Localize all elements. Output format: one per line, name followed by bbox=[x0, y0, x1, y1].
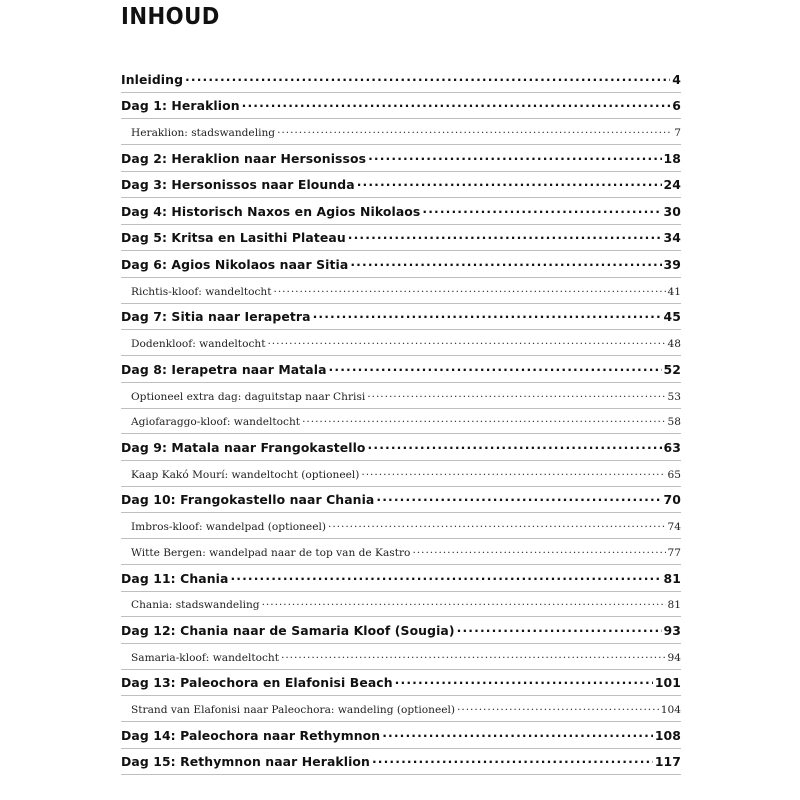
toc-entry-line bbox=[121, 754, 681, 769]
dot-leader bbox=[412, 545, 665, 556]
toc-entry-label: Strand van Elafonisi naar Paleochora: wandeling (optioneel) bbox=[131, 704, 456, 717]
toc-entry-label: Dag 14: Paleochora naar Rethymnon bbox=[121, 727, 381, 743]
toc-entry-chapter[interactable] bbox=[121, 670, 681, 697]
toc-entry-line bbox=[121, 309, 681, 324]
toc-entry-page-number: 52 bbox=[663, 361, 681, 377]
toc-entry-label: Richtis-kloof: wandeltocht bbox=[131, 285, 272, 298]
dot-leader bbox=[376, 492, 661, 504]
toc-entry-label: Dag 13: Paleochora en Elafonisi Beach bbox=[121, 675, 393, 691]
toc-entry-page-number: 74 bbox=[667, 521, 681, 534]
toc-entry-label: Dag 12: Chania naar de Samaria Kloof (Sougia) bbox=[121, 622, 455, 638]
toc-entry-section[interactable] bbox=[121, 409, 681, 435]
toc-entry-label: Witte Bergen: wandelpad naar de top van de Kastro bbox=[131, 546, 411, 559]
dot-leader bbox=[348, 230, 662, 242]
dot-leader bbox=[277, 125, 672, 136]
dot-leader bbox=[361, 467, 665, 478]
toc-entry-chapter[interactable] bbox=[121, 565, 681, 592]
dot-leader bbox=[457, 702, 659, 713]
toc-entry-chapter[interactable] bbox=[121, 198, 681, 225]
dot-leader bbox=[274, 284, 666, 295]
toc-entry-section[interactable] bbox=[121, 592, 681, 618]
toc-entry-line bbox=[121, 675, 681, 690]
toc-entry-page-number: 93 bbox=[663, 622, 681, 638]
toc-entry-label: Heraklion: stadswandeling bbox=[131, 126, 276, 139]
toc-entry-label: Dag 3: Hersonissos naar Elounda bbox=[121, 177, 355, 193]
toc-entry-line bbox=[121, 570, 681, 585]
toc-entry-chapter[interactable] bbox=[121, 145, 681, 172]
toc-entry-label: Agiofaraggo-kloof: wandeltocht bbox=[131, 416, 301, 429]
toc-entry-line bbox=[121, 415, 681, 429]
dot-leader bbox=[350, 257, 661, 269]
dot-leader bbox=[329, 361, 662, 373]
toc-entry-label: Dag 8: Ierapetra naar Matala bbox=[121, 361, 327, 377]
toc-entry-page-number: 39 bbox=[663, 256, 681, 272]
toc-entry-label: Dag 10: Frangokastello naar Chania bbox=[121, 492, 375, 508]
toc-entry-label: Samaria-kloof: wandeltocht bbox=[131, 651, 279, 664]
toc-entry-page-number: 70 bbox=[663, 492, 681, 508]
toc-entry-line bbox=[121, 361, 681, 376]
toc-entry-section[interactable] bbox=[121, 644, 681, 670]
toc-entry-page-number: 45 bbox=[663, 309, 681, 325]
toc-entry-chapter[interactable] bbox=[121, 356, 681, 383]
dot-leader bbox=[242, 98, 671, 110]
toc-entry-page-number: 18 bbox=[663, 150, 681, 166]
toc-entry-page-number: 41 bbox=[667, 285, 681, 298]
toc-entry-page-number: 108 bbox=[654, 727, 681, 743]
dot-leader bbox=[395, 675, 653, 687]
toc-entry-label: Dag 7: Sitia naar Ierapetra bbox=[121, 309, 311, 325]
dot-leader bbox=[267, 337, 665, 348]
toc-entry-label: Dag 9: Matala naar Frangokastello bbox=[121, 439, 366, 455]
toc-entry-line bbox=[121, 71, 681, 86]
toc-entry-chapter[interactable] bbox=[121, 251, 681, 278]
toc-entry-chapter[interactable] bbox=[121, 722, 681, 749]
dot-leader bbox=[382, 727, 653, 739]
toc-entry-page-number: 7 bbox=[674, 126, 681, 139]
toc-entry-section[interactable] bbox=[121, 696, 681, 722]
toc-entry-label: Dag 4: Historisch Naxos en Agios Nikolaos bbox=[121, 203, 421, 219]
toc-entry-line bbox=[121, 177, 681, 192]
toc-entry-chapter[interactable] bbox=[121, 617, 681, 644]
toc-entry-chapter[interactable] bbox=[121, 434, 681, 461]
toc-entry-line bbox=[121, 520, 681, 534]
toc-entry-line bbox=[121, 650, 681, 664]
toc-entry-section[interactable] bbox=[121, 278, 681, 304]
toc-entry-line bbox=[121, 623, 681, 638]
toc-entry-line bbox=[121, 702, 681, 716]
dot-leader bbox=[368, 150, 661, 162]
toc-entry-chapter[interactable] bbox=[121, 93, 681, 120]
toc-entry-line bbox=[121, 230, 681, 245]
toc-entry-line bbox=[121, 727, 681, 742]
toc-entry-page-number: 77 bbox=[667, 546, 681, 559]
dot-leader bbox=[372, 754, 653, 766]
toc-entry-page-number: 6 bbox=[672, 98, 681, 114]
page-title: INHOUD bbox=[121, 4, 220, 30]
toc-entry-page-number: 48 bbox=[667, 338, 681, 351]
toc-entry-page-number: 104 bbox=[660, 704, 681, 717]
dot-leader bbox=[185, 71, 670, 83]
toc-entry-line bbox=[121, 98, 681, 113]
toc-entry-page-number: 94 bbox=[667, 651, 681, 664]
toc-entry-line bbox=[121, 125, 681, 139]
toc-entry-label: Imbros-kloof: wandelpad (optioneel) bbox=[131, 521, 326, 534]
toc-entry-label: Dag 1: Heraklion bbox=[121, 98, 240, 114]
table-of-contents bbox=[121, 66, 681, 775]
toc-entry-page-number: 34 bbox=[663, 230, 681, 246]
toc-entry-section[interactable] bbox=[121, 461, 681, 487]
toc-entry-line bbox=[121, 203, 681, 218]
toc-entry-chapter[interactable] bbox=[121, 304, 681, 331]
toc-entry-line bbox=[121, 440, 681, 455]
toc-entry-page-number: 24 bbox=[663, 177, 681, 193]
toc-entry-page-number: 81 bbox=[663, 570, 681, 586]
toc-entry-line bbox=[121, 150, 681, 165]
toc-entry-line bbox=[121, 492, 681, 507]
toc-entry-section[interactable] bbox=[121, 513, 681, 539]
toc-entry-section[interactable] bbox=[121, 119, 681, 145]
toc-entry-line bbox=[121, 389, 681, 403]
dot-leader bbox=[457, 623, 662, 635]
toc-entry-line bbox=[121, 545, 681, 559]
dot-leader bbox=[281, 650, 666, 661]
toc-entry-label: Dag 6: Agios Nikolaos naar Sitia bbox=[121, 256, 349, 272]
toc-entry-page-number: 58 bbox=[667, 416, 681, 429]
toc-entry-label: Dag 15: Rethymnon naar Heraklion bbox=[121, 754, 370, 770]
toc-entry-page-number: 30 bbox=[663, 203, 681, 219]
dot-leader bbox=[328, 520, 666, 531]
toc-entry-label: Dag 5: Kritsa en Lasithi Plateau bbox=[121, 230, 346, 246]
dot-leader bbox=[357, 177, 662, 189]
toc-entry-label: Kaap Kakó Mourí: wandeltocht (optioneel) bbox=[131, 468, 360, 481]
toc-entry-label: Inleiding bbox=[121, 71, 184, 87]
toc-entry-page-number: 117 bbox=[654, 754, 681, 770]
toc-entry-page-number: 53 bbox=[667, 390, 681, 403]
toc-entry-line bbox=[121, 257, 681, 272]
toc-entry-label: Dag 11: Chania bbox=[121, 570, 229, 586]
dot-leader bbox=[313, 309, 662, 321]
toc-entry-page-number: 65 bbox=[667, 468, 681, 481]
toc-entry-chapter[interactable] bbox=[121, 487, 681, 514]
toc-entry-chapter[interactable] bbox=[121, 66, 681, 93]
toc-entry-label: Optioneel extra dag: daguitstap naar Chrisi bbox=[131, 390, 366, 403]
toc-entry-line bbox=[121, 284, 681, 298]
dot-leader bbox=[422, 203, 661, 215]
toc-entry-chapter[interactable] bbox=[121, 749, 681, 776]
toc-entry-page-number: 101 bbox=[654, 675, 681, 691]
dot-leader bbox=[230, 570, 661, 582]
toc-entry-chapter[interactable] bbox=[121, 225, 681, 252]
toc-entry-line bbox=[121, 337, 681, 351]
toc-entry-page-number: 81 bbox=[667, 599, 681, 612]
toc-entry-section[interactable] bbox=[121, 330, 681, 356]
toc-entry-line bbox=[121, 598, 681, 612]
dot-leader bbox=[367, 389, 665, 400]
dot-leader bbox=[302, 415, 665, 426]
toc-entry-section[interactable] bbox=[121, 539, 681, 565]
dot-leader bbox=[262, 598, 666, 609]
toc-entry-section[interactable] bbox=[121, 383, 681, 409]
toc-entry-page-number: 4 bbox=[672, 71, 681, 87]
dot-leader bbox=[368, 440, 662, 452]
toc-entry-line bbox=[121, 467, 681, 481]
toc-entry-chapter[interactable] bbox=[121, 172, 681, 199]
toc-entry-page-number: 63 bbox=[663, 439, 681, 455]
toc-entry-label: Dodenkloof: wandeltocht bbox=[131, 338, 266, 351]
toc-entry-label: Dag 2: Heraklion naar Hersonissos bbox=[121, 150, 367, 166]
toc-entry-label: Chania: stadswandeling bbox=[131, 599, 260, 612]
